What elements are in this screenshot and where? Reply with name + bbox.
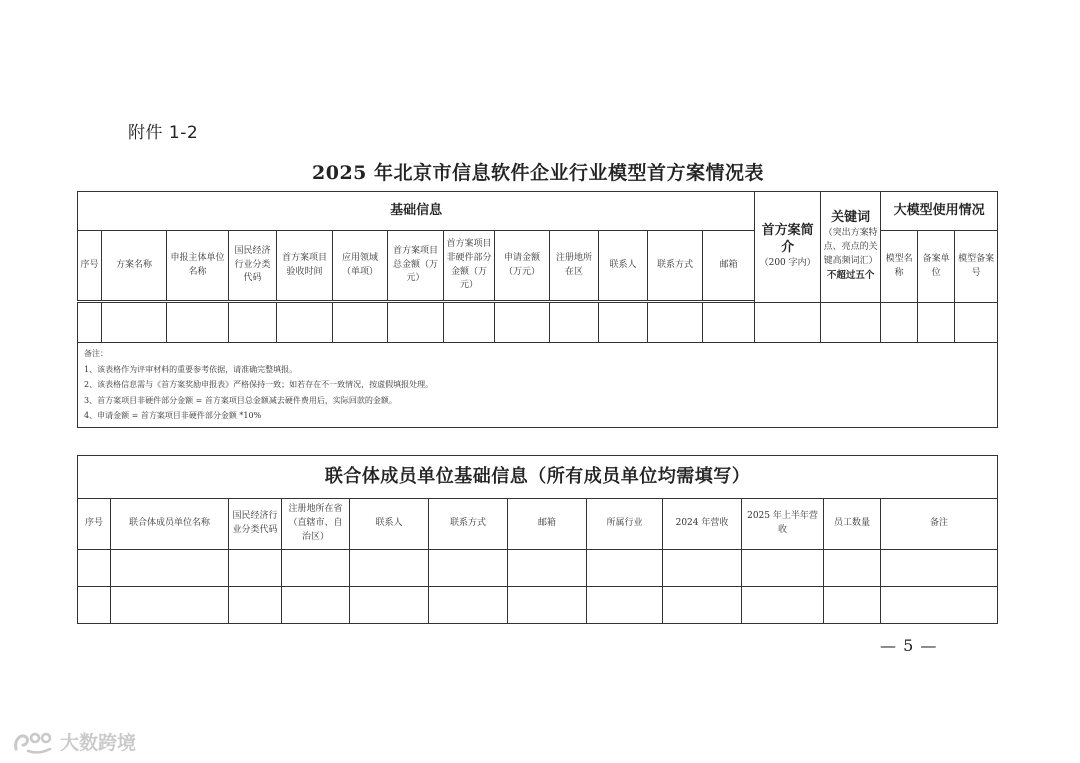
- table-cell[interactable]: [955, 303, 998, 343]
- col-header: 申报主体单位名称: [167, 231, 229, 301]
- table-cell[interactable]: [111, 587, 229, 624]
- table-cell[interactable]: [78, 550, 111, 587]
- notes-title: 备注：: [84, 349, 108, 358]
- table-cell[interactable]: [918, 303, 955, 343]
- keywords-title: 关键词: [831, 210, 871, 226]
- col-header: 联系人: [599, 231, 648, 301]
- col-header: 联系方式: [648, 231, 703, 301]
- table-cell[interactable]: [429, 587, 508, 624]
- table-cell[interactable]: [881, 303, 918, 343]
- note-line: 2、该表格信息需与《首方案奖励申报表》严格保持一致；如若存在不一致情况，按虚假填报处理。: [84, 380, 434, 390]
- table-cell[interactable]: [821, 303, 881, 343]
- first-plan-header: [755, 192, 821, 303]
- table-cell[interactable]: [755, 303, 821, 343]
- table-cell[interactable]: [599, 303, 648, 343]
- col-header: 联合体成员单位名称: [111, 499, 229, 550]
- table-cell[interactable]: [229, 550, 282, 587]
- table-cell[interactable]: [648, 303, 703, 343]
- keywords-subtitle: （突出方案特点、亮点的关键高频词汇）: [823, 228, 878, 266]
- col-header: 申请金额（万元）: [495, 231, 550, 301]
- table-row: [78, 550, 998, 587]
- llm-col-header: 模型备案号: [955, 231, 998, 303]
- llm-col-header: 模型名称: [881, 231, 918, 303]
- col-header: 员工数量: [824, 499, 881, 550]
- col-header: 备注: [881, 499, 998, 550]
- table-cell[interactable]: [78, 587, 111, 624]
- table-cell[interactable]: [663, 587, 742, 624]
- table-cell[interactable]: [508, 550, 587, 587]
- table-cell[interactable]: [742, 550, 824, 587]
- llm-col-header: 备案单位: [918, 231, 955, 303]
- table-cell[interactable]: [881, 587, 998, 624]
- brand-logo-icon: [12, 729, 56, 755]
- notes-cell: [78, 343, 998, 428]
- table-cell[interactable]: [350, 550, 429, 587]
- table-cell[interactable]: [111, 550, 229, 587]
- note-line: 3、首方案项目非硬件部分金额 = 首方案项目总金额减去硬件费用后，实际回款的金额。: [84, 395, 397, 405]
- keywords-limit: 不超过五个: [826, 269, 875, 281]
- watermark: [12, 728, 136, 755]
- attachment-label: 附件 1-2: [128, 123, 199, 143]
- table-row: [78, 303, 998, 343]
- table-cell[interactable]: [78, 303, 102, 343]
- col-header: 2025 年上半年营收: [742, 499, 824, 550]
- table-cell[interactable]: [495, 303, 550, 343]
- document-title: 2025 年北京市信息软件企业行业模型首方案情况表: [312, 162, 764, 184]
- col-header: 首方案项目验收时间: [277, 231, 333, 301]
- col-header: 注册地所在省（直辖市、自治区）: [282, 499, 350, 550]
- table-cell[interactable]: [703, 303, 755, 343]
- table-cell[interactable]: [167, 303, 229, 343]
- keywords-header: [821, 192, 881, 303]
- note-line: 4、申请金额 = 首方案项目非硬件部分金额 *10%: [84, 411, 262, 421]
- table-cell[interactable]: [663, 550, 742, 587]
- table-cell[interactable]: [508, 587, 587, 624]
- consortium-table-title: 联合体成员单位基础信息（所有成员单位均需填写）: [78, 456, 998, 499]
- col-header: 首方案项目总金额（万元）: [388, 231, 444, 301]
- table-cell[interactable]: [587, 550, 663, 587]
- table-cell[interactable]: [277, 303, 333, 343]
- col-header: 应用领域（单项）: [333, 231, 388, 301]
- col-header: 注册地所在区: [550, 231, 599, 301]
- table-cell[interactable]: [550, 303, 599, 343]
- col-header: 序号: [78, 499, 111, 550]
- note-line: 1、该表格作为评审材料的重要参考依据，请准确完整填报。: [84, 364, 298, 374]
- table-cell[interactable]: [742, 587, 824, 624]
- table-cell[interactable]: [388, 303, 444, 343]
- col-header: 2024 年营收: [663, 499, 742, 550]
- col-header: 国民经济行业分类代码: [229, 499, 282, 550]
- table-row: [78, 587, 998, 624]
- table-cell[interactable]: [444, 303, 495, 343]
- col-header: 序号: [78, 231, 102, 301]
- table-cell[interactable]: [587, 587, 663, 624]
- llm-usage-header: 大模型使用情况: [881, 192, 998, 231]
- col-header: 所属行业: [587, 499, 663, 550]
- table-cell[interactable]: [881, 550, 998, 587]
- group-basic-info: 基础信息: [78, 192, 755, 231]
- table-cell[interactable]: [102, 303, 167, 343]
- table-cell[interactable]: [333, 303, 388, 343]
- table-cell[interactable]: [229, 303, 277, 343]
- watermark-text: 大数跨境: [60, 732, 137, 754]
- table-cell[interactable]: [824, 550, 881, 587]
- first-plan-title: 首方案简介: [761, 223, 814, 256]
- page-number: — 5 —: [880, 636, 938, 655]
- col-header: 联系方式: [429, 499, 508, 550]
- col-header: 联系人: [350, 499, 429, 550]
- col-header: 国民经济行业分类代码: [229, 231, 277, 301]
- col-header: 首方案项目非硬件部分金额（万元）: [444, 231, 495, 301]
- table-cell[interactable]: [350, 587, 429, 624]
- table-cell[interactable]: [229, 587, 282, 624]
- first-plan-subtitle: （200 字内）: [759, 257, 816, 268]
- table-cell[interactable]: [282, 587, 350, 624]
- table-cell[interactable]: [282, 550, 350, 587]
- consortium-members-table: [77, 455, 998, 624]
- first-plan-table: [77, 191, 998, 428]
- col-header: 邮箱: [508, 499, 587, 550]
- col-header: 方案名称: [102, 231, 167, 301]
- col-header: 邮箱: [703, 231, 755, 301]
- table-cell[interactable]: [824, 587, 881, 624]
- table-cell[interactable]: [429, 550, 508, 587]
